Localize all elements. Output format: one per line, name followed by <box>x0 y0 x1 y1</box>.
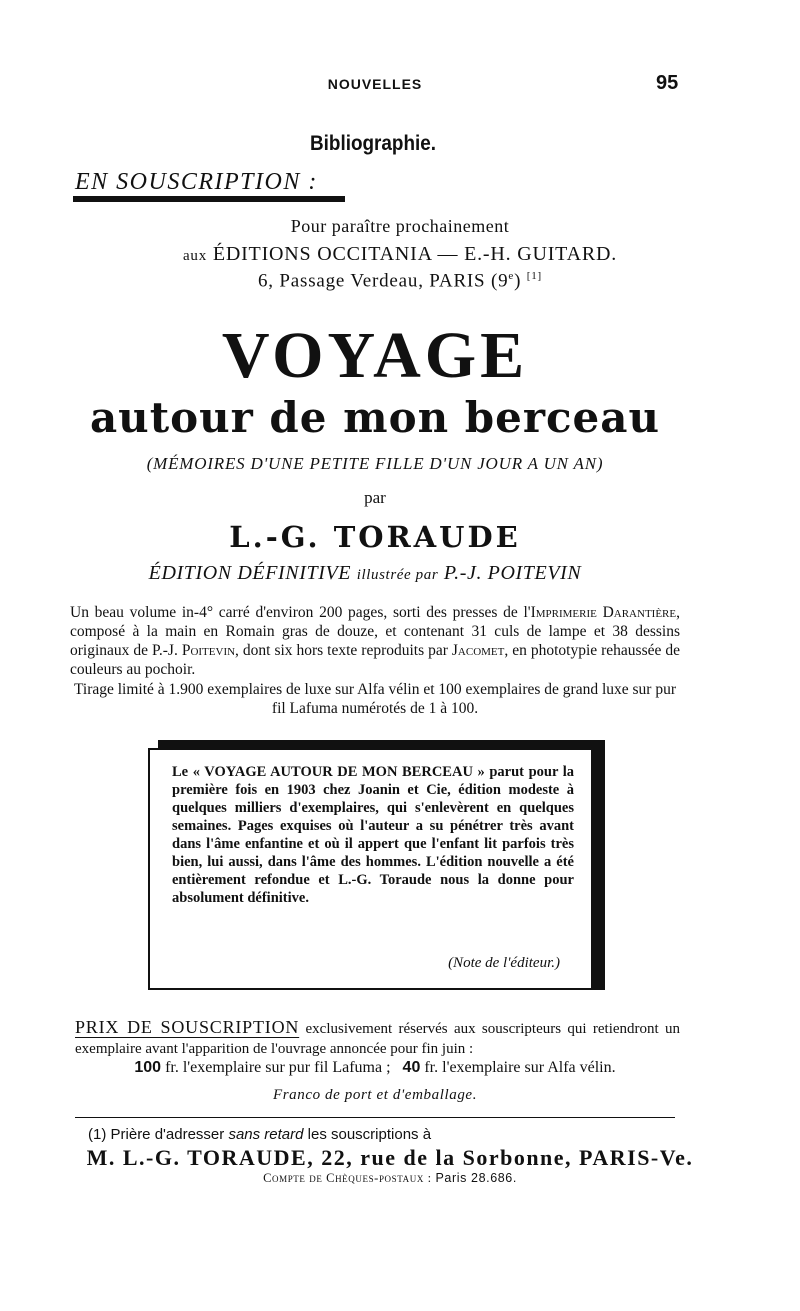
desc-text: Un beau volume in-4° carré d'environ 200 pages, sorti des presses de l' <box>70 604 531 621</box>
book-tagline: (MÉMOIRES D'UNE PETITE FILLE D'UN JOUR A UN AN) <box>146 454 604 473</box>
desc-illustrator: Poitevin <box>181 642 236 659</box>
address-sup: e <box>508 270 515 282</box>
editor-note-text: Le « VOYAGE AUTOUR DE MON BERCEAU » parut pour la première fois en 1903 chez Joanin et Cie, édition modeste à quelques milliers d'exemplaires, qui s'enlevèrent en quelques semaines. Pages exquises où l'auteur a su pénétrer très avant dans l'âme enfantine et où il appert que l'enfant lit parfois très bien, lui aussi, dans l'âme des hommes. L'édition nouvelle a été entièrement refondue et L.-G. Toraude nous la donne pour absolument définitive. <box>172 764 574 906</box>
account-number: Paris 28.686. <box>435 1171 517 1185</box>
footnote-emphasis: sans retard <box>228 1126 304 1143</box>
footnote-rule <box>75 1117 675 1118</box>
page-number: 95 <box>656 72 679 94</box>
desc-text: , en phototypie rehaussée de couleurs au pochoir. <box>70 642 680 678</box>
book-title: VOYAGE <box>221 319 529 392</box>
publisher-name: ÉDITIONS OCCITANIA — E.-H. GUITARD. <box>212 243 618 265</box>
print-run: Tirage limité à 1.900 exemplaires de luxe sur Alfa vélin et 100 exemplaires de grand luxe sur pur fil Lafuma numérotés de 1 à 100. <box>73 681 677 717</box>
editor-note-signature: (Note de l'éditeur.) <box>448 955 560 971</box>
price-2: 40 <box>402 1059 421 1076</box>
address-text: 6, Passage Verdeau, PARIS (9 <box>258 270 509 292</box>
illustrator: P.-J. POITEVIN <box>443 562 582 584</box>
heading-rule <box>73 196 345 202</box>
footnote-line-1 <box>88 1126 431 1143</box>
desc-printer: Imprimerie Darantière <box>530 604 677 621</box>
footnote-account <box>0 1171 780 1186</box>
book-description <box>70 603 680 679</box>
publisher-line-2 <box>0 243 800 266</box>
footnote-text: les souscriptions à <box>307 1126 432 1143</box>
account-label: Compte de Chèques-postaux : <box>263 1171 432 1185</box>
edition-line <box>0 562 730 585</box>
by-word: par <box>364 488 386 507</box>
publisher-prefix: aux <box>182 248 208 264</box>
franco-note: Franco de port et d'emballage. <box>272 1087 478 1103</box>
footnote-ref[interactable]: [1] <box>526 270 542 282</box>
price-1-text: fr. l'exemplaire sur pur fil Lafuma ; <box>165 1059 391 1076</box>
publisher-address <box>0 270 800 292</box>
book-author: L.-G. TORAUDE <box>229 520 521 554</box>
desc-text: , composé à la main en Romain gras de douze, et contenant 31 culs de lampe et 38 dessins originaux de P.-J. <box>70 604 680 659</box>
publisher-line-1: Pour paraître prochainement <box>290 216 510 236</box>
desc-reproducer: Jacomet <box>451 642 505 659</box>
footnote-mark: (1) <box>88 1126 107 1143</box>
price-text: exclusivement réservés aux souscripteurs qui retiendront un exemplaire avant l'apparition de l'ouvrage annoncée pour fin juin : <box>75 1021 681 1057</box>
price-2-text: fr. l'exemplaire sur Alfa vélin. <box>424 1059 616 1076</box>
price-list <box>0 1059 750 1077</box>
desc-text: , dont six hors texte reproduits par <box>235 642 452 659</box>
subscription-heading: EN SOUSCRIPTION : <box>75 169 318 195</box>
price-paragraph <box>75 1017 680 1059</box>
footnote-text: Prière d'adresser <box>110 1126 225 1143</box>
section-title: Bibliographie. <box>310 132 437 155</box>
price-1: 100 <box>134 1059 162 1076</box>
illustrated-by: illustrée par <box>356 567 439 583</box>
address-end: ) <box>514 270 527 292</box>
footnote-address: M. L.-G. TORAUDE, 22, rue de la Sorbonne, PARIS-Ve. <box>86 1145 694 1170</box>
running-title: NOUVELLES <box>327 76 423 92</box>
price-label: PRIX DE SOUSCRIPTION <box>75 1017 300 1037</box>
book-subtitle: autour de mon berceau <box>89 393 661 442</box>
edition-label: ÉDITION DÉFINITIVE <box>148 562 352 584</box>
